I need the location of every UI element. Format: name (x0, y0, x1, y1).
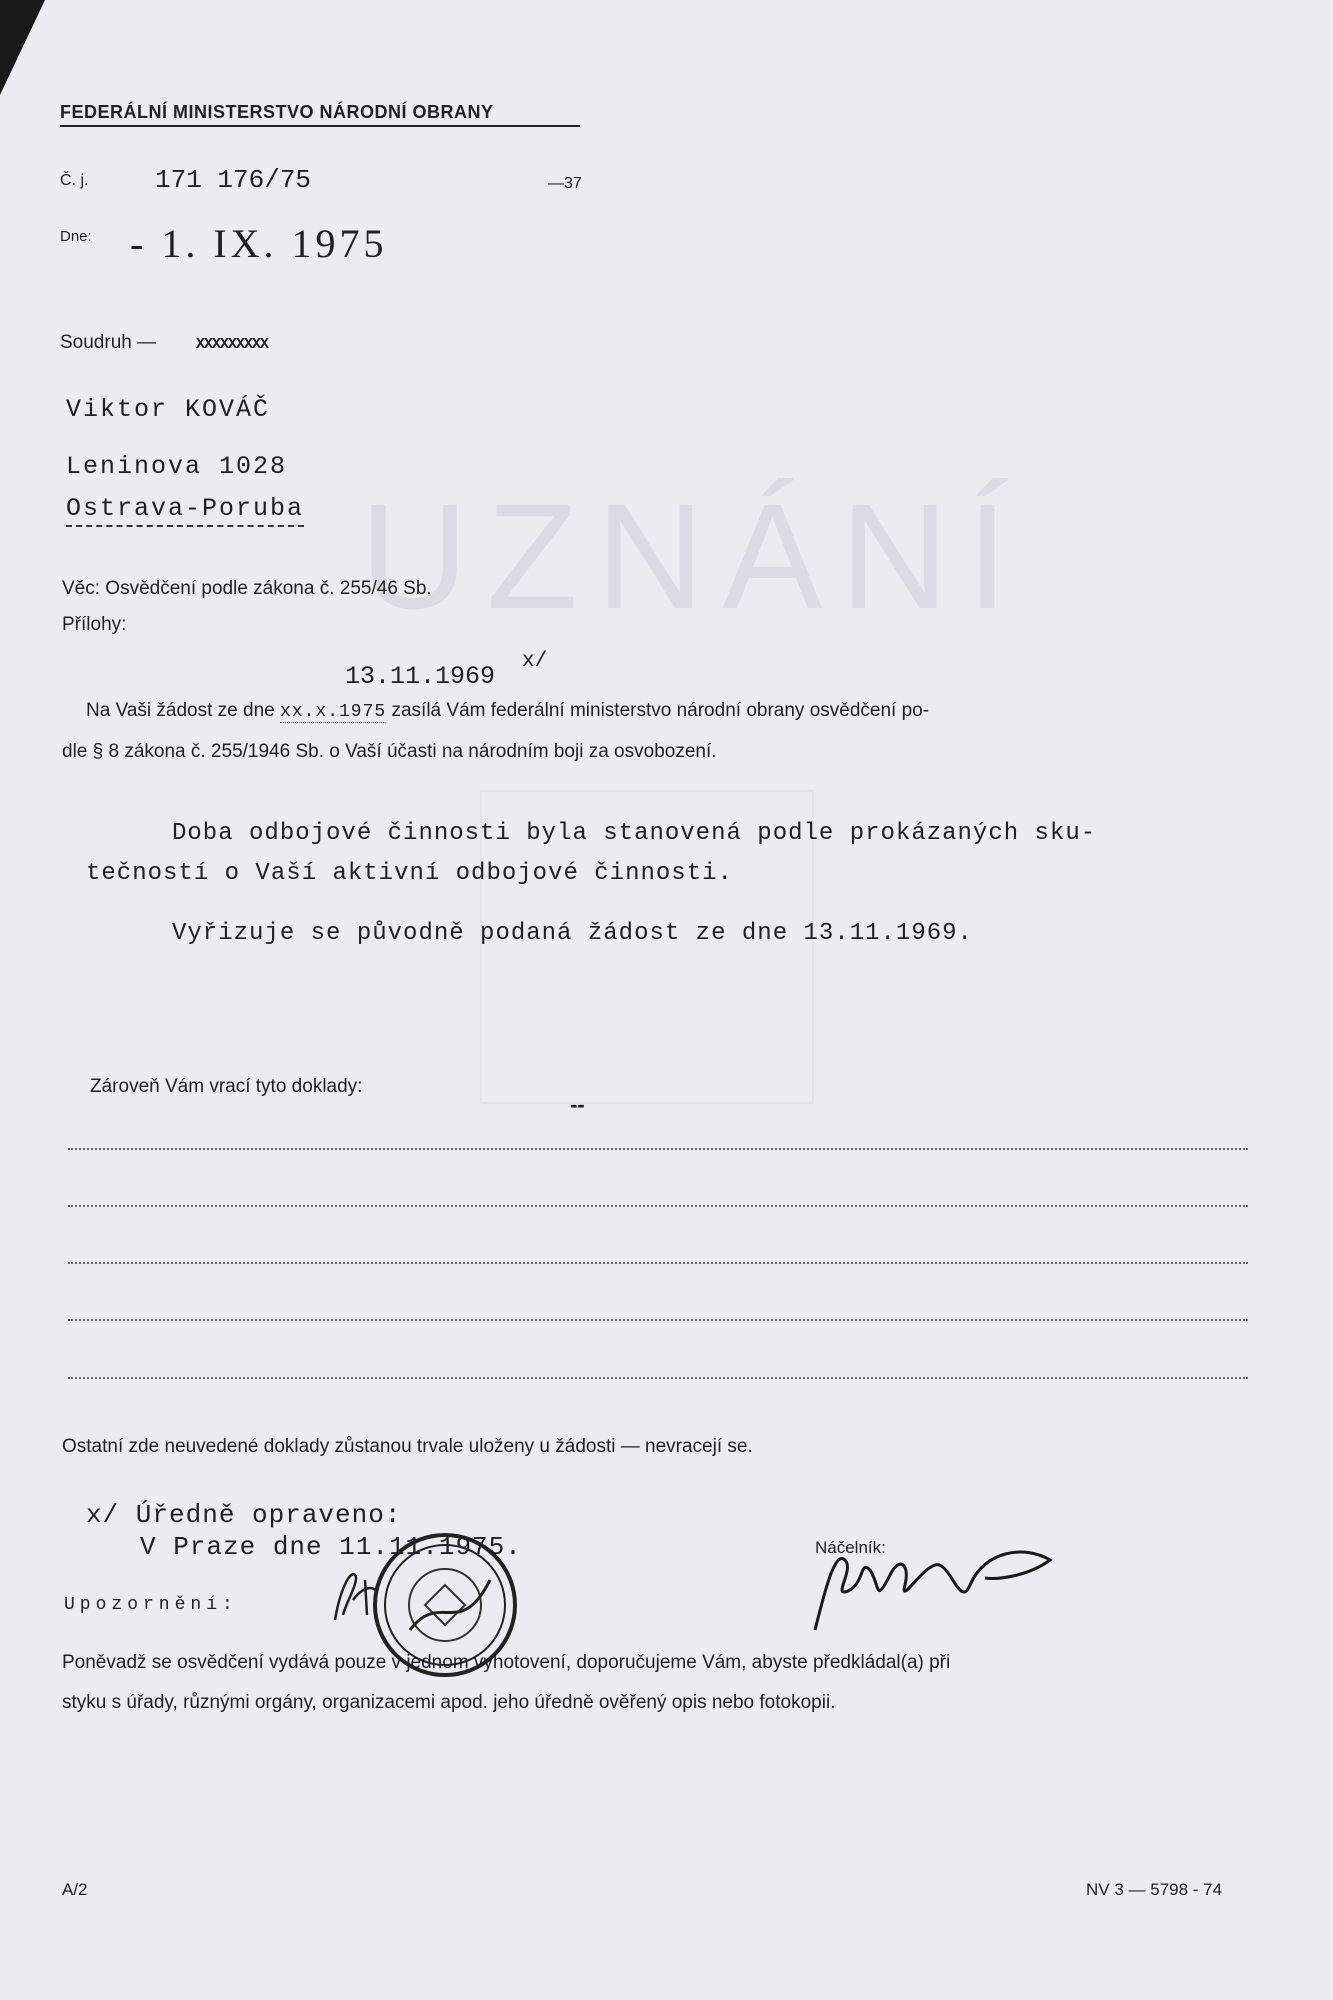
remaining-documents-note: Ostatní zde neuvedené doklady zůstanou trvale uloženy u žádosti — nevracejí se. (62, 1436, 753, 1457)
notice-label: Upozornění: (64, 1595, 238, 1615)
body-paragraph-2: Vyřizuje se původně podaná žádost ze dne 13.11.1969. (172, 920, 973, 947)
ref-label: Č. j. (60, 172, 89, 189)
dark-corner (0, 0, 45, 95)
dotted-line (68, 1205, 1248, 1207)
date-label: Dne: (60, 228, 92, 245)
dotted-line (68, 1262, 1248, 1264)
notice-line-2: styku s úřady, různými orgány, organizacemi apod. jeho úředně ověřený opis nebo fotokopii. (62, 1692, 836, 1713)
documents-value: -- (570, 1092, 585, 1117)
dotted-line (68, 1319, 1248, 1321)
show-through-text: UZNÁNÍ (360, 472, 1027, 640)
ref-suffix: —37 (548, 175, 582, 192)
footer-left-code: A/2 (62, 1880, 88, 1899)
body-paragraph-1-line-2: tečností o Vaší aktivní odbojové činnosti. (86, 860, 733, 887)
correction-note-line-2: V Praze dne 11.11.1975. (140, 1532, 522, 1562)
attachments-label: Přílohy: (62, 614, 127, 635)
body-paragraph-1-line-1: Doba odbojové činnosti byla stanovená podle prokázaných sku- (172, 820, 1097, 847)
initials-signature-icon (325, 1560, 385, 1630)
notice-line-1: Poněvadž se osvědčení vydává pouze v jednom vyhotovení, doporučujeme Vám, abyste předkládal(a) při (62, 1652, 951, 1673)
request-continuation: dle § 8 zákona č. 255/1946 Sb. o Vaší účasti na národním boji za osvobození. (62, 741, 717, 762)
request-prefix: Na Vaši žádost ze dne (86, 700, 275, 721)
recipient-name: Viktor KOVÁČ (66, 395, 271, 424)
correction-note-line-1: x/ Úředně opraveno: (86, 1500, 402, 1530)
recipient-street: Leninova 1028 (66, 452, 288, 481)
chief-signature-icon (810, 1530, 1060, 1640)
ref-number: 171 176/75 (155, 165, 312, 195)
salutation: Soudruh — (60, 332, 157, 353)
dotted-line (68, 1377, 1248, 1379)
correction-mark: x/ (522, 650, 548, 673)
request-line (86, 700, 929, 722)
corrected-date: 13.11.1969 (345, 662, 496, 691)
struck-date: xx.x.1975 (279, 702, 387, 722)
dotted-line (68, 1148, 1248, 1150)
date-value: - 1. IX. 1975 (130, 221, 388, 266)
footer-form-code: NV 3 — 5798 - 74 (1086, 1880, 1223, 1899)
ministry-heading: FEDERÁLNÍ MINISTERSTVO NÁRODNÍ OBRANY (60, 102, 580, 127)
documents-label: Zároveň Vám vrací tyto doklady: (90, 1076, 363, 1097)
chief-title: Náčelník: (815, 1538, 886, 1557)
recipient-city: Ostrava-Poruba (66, 494, 304, 527)
request-suffix: zasílá Vám federální ministerstvo národní obrany osvědčení po- (391, 700, 930, 721)
salutation-struck: XXXXXXXXX (196, 336, 269, 353)
subject-line: Věc: Osvědčení podle zákona č. 255/46 Sb. (62, 578, 432, 599)
